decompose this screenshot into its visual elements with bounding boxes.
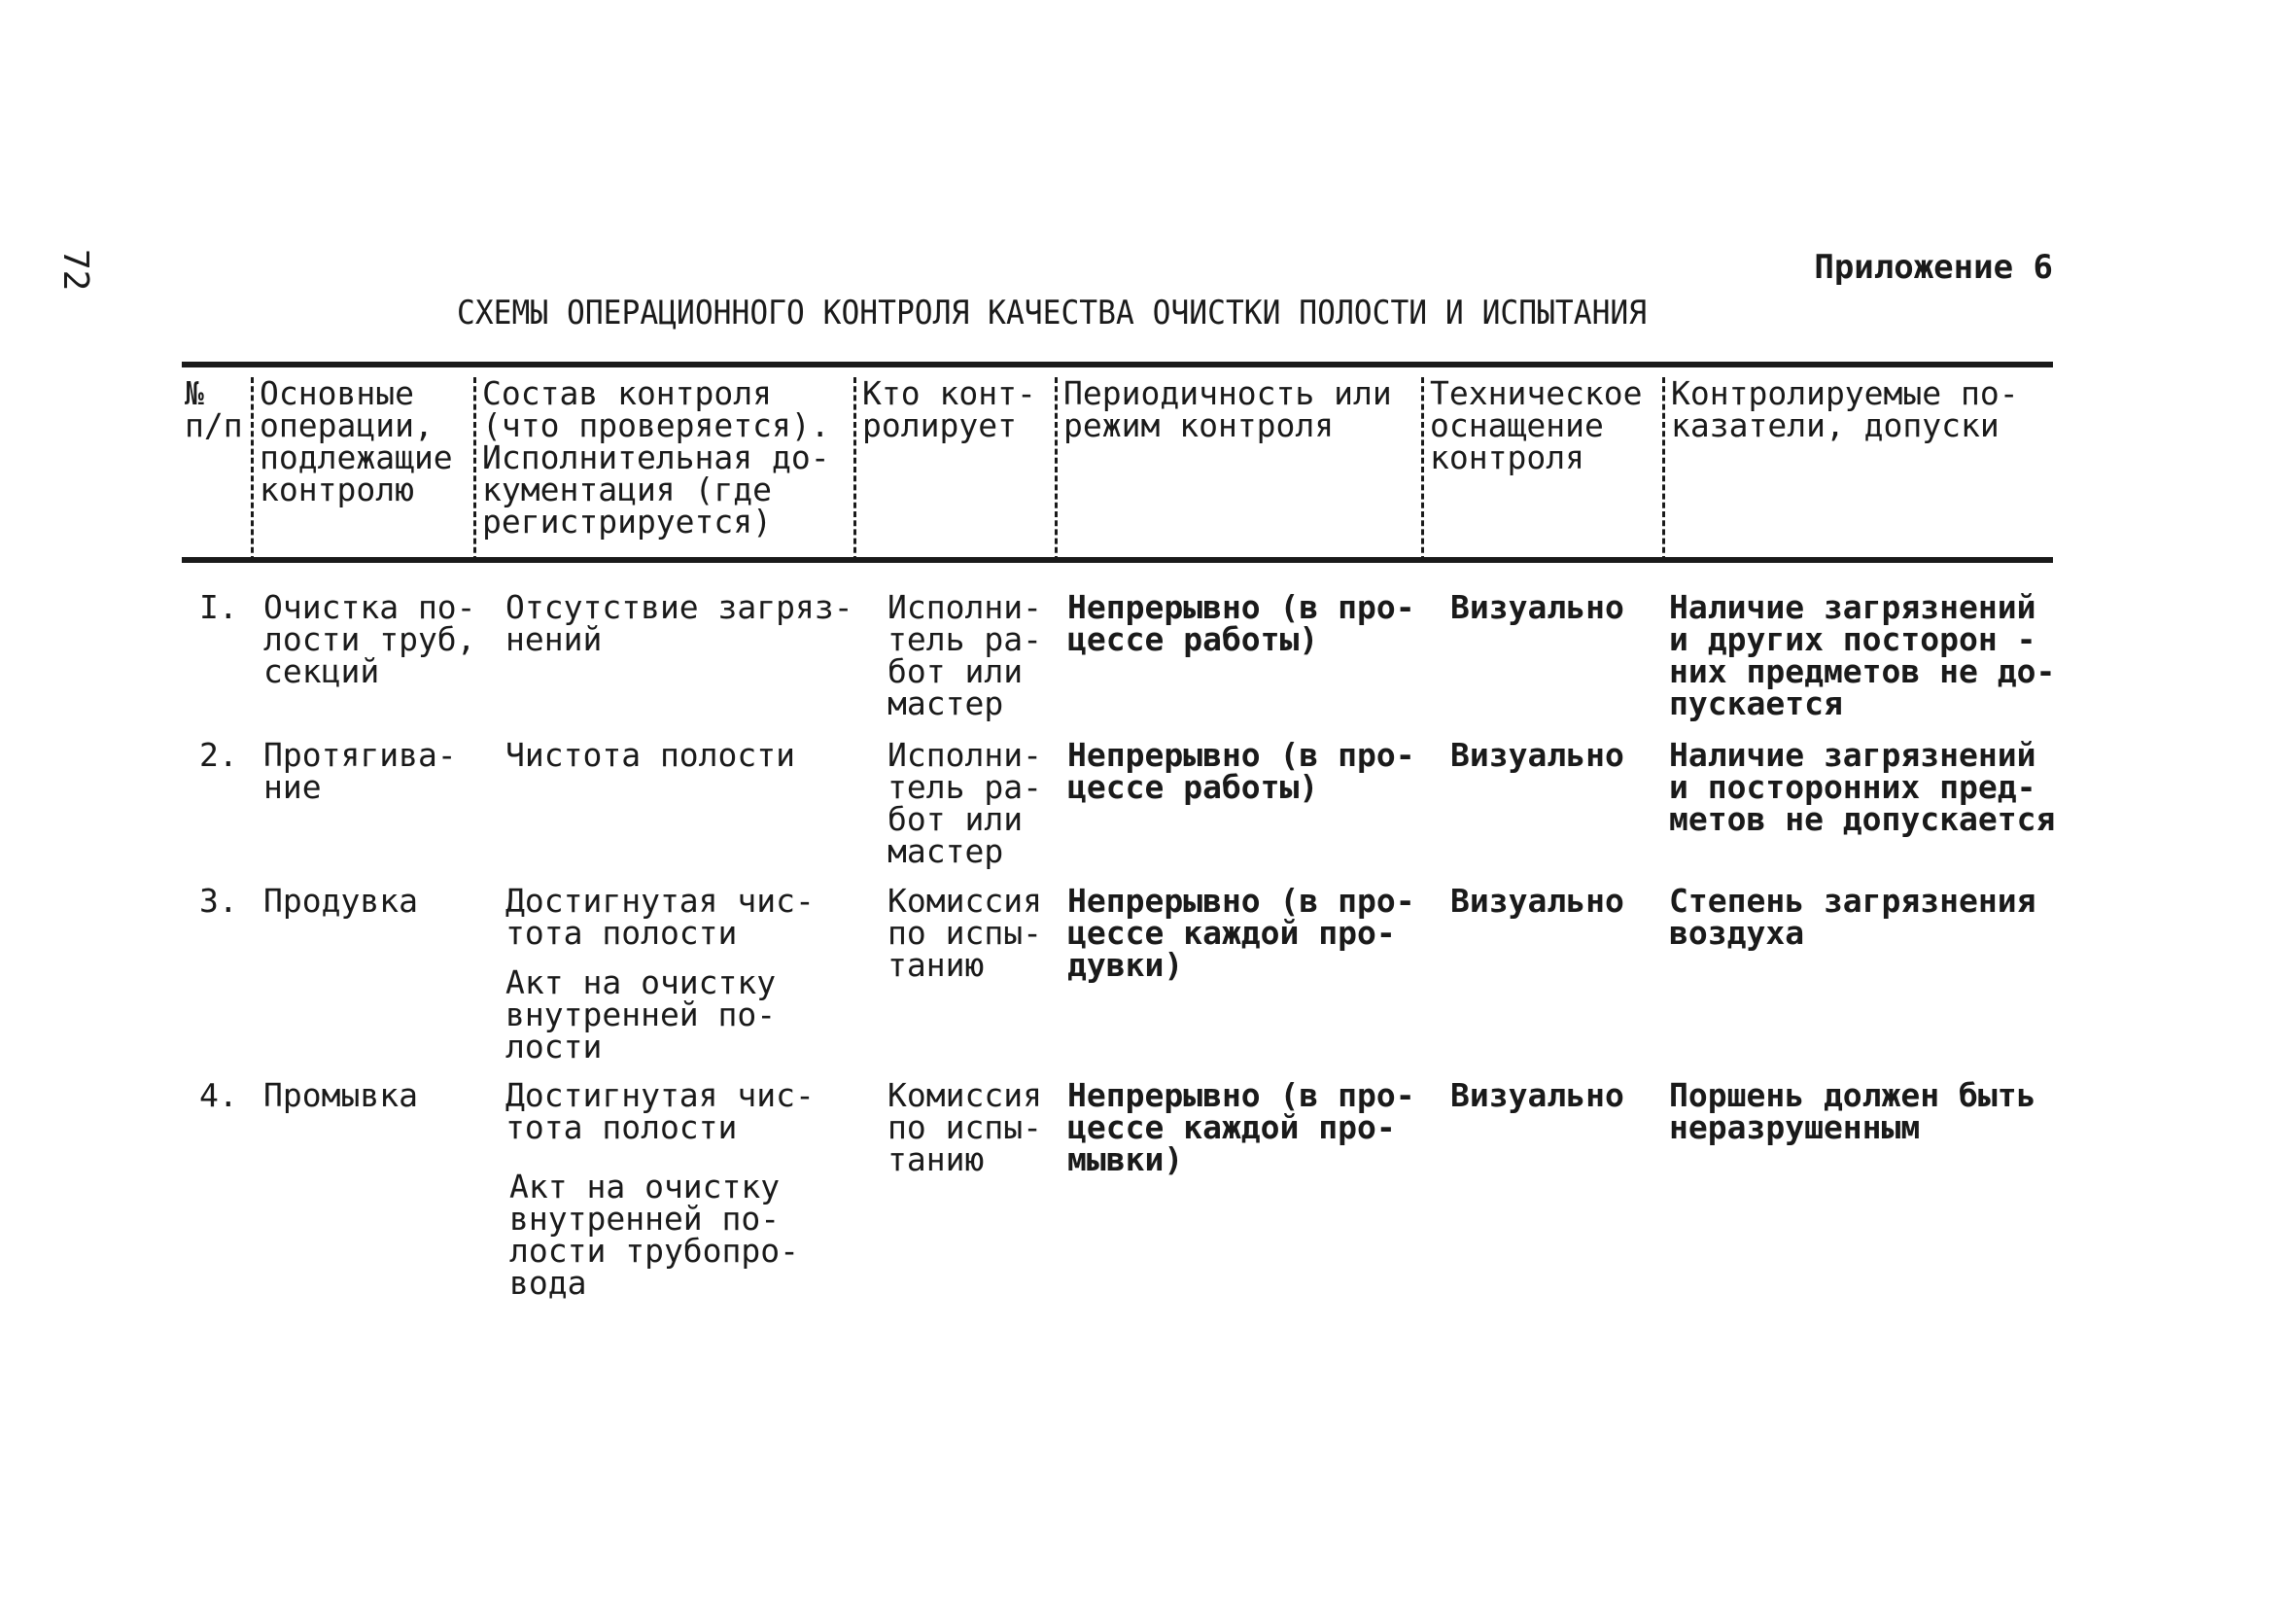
row-control: Чистота полости (505, 736, 796, 774)
row-equipment: Визуально (1450, 1076, 1624, 1114)
row-number: 2. (199, 736, 238, 774)
appendix-label: Приложение 6 (1814, 248, 2053, 287)
page-number: 72 (55, 249, 95, 292)
row-who: Комиссия по испы- танию (887, 1076, 1042, 1178)
row-number: I. (199, 588, 238, 626)
row-operation: Протягива- ние (263, 736, 457, 806)
row-number: 4. (199, 1076, 238, 1114)
row-period: Непрерывно (в про- цессе работы) (1067, 736, 1415, 806)
row-who: Комиссия по испы- танию (887, 882, 1042, 984)
header-control-composition: Состав контроля (что проверяется). Исполнительная до- кументация (где регистрируется) (473, 377, 856, 562)
row-operation: Очистка по- лости труб, секций (263, 588, 476, 690)
row-operation: Продувка (263, 882, 418, 920)
row-period: Непрерывно (в про- цессе каждой про- мывки) (1067, 1076, 1415, 1178)
row-indicators: Наличие загрязнений и других посторон - них предметов не до- пускается (1669, 588, 2056, 722)
row-equipment: Визуально (1450, 736, 1624, 774)
row-control: Достигнутая чис- тота полости (505, 1076, 815, 1146)
row-period: Непрерывно (в про- цессе работы) (1067, 588, 1415, 658)
row-indicators: Степень загрязнения воздуха (1669, 882, 2036, 952)
row-equipment: Визуально (1450, 588, 1624, 626)
header-operations: Основные операции, подлежащие контролю (251, 377, 473, 562)
row-who: Исполни- тель ра- бот или мастер (887, 588, 1042, 722)
document-title: СХЕМЫ ОПЕРАЦИОННОГО КОНТРОЛЯ КАЧЕСТВА ОЧИСТКИ ПОЛОСТИ И ИСПЫТАНИЯ (457, 294, 1648, 332)
row-who: Исполни- тель ра- бот или мастер (887, 736, 1042, 870)
row-control: Отсутствие загряз- нений (505, 588, 853, 658)
header-num: № п/п (185, 374, 243, 444)
header-equipment: Техническое оснащение контроля (1421, 377, 1668, 562)
row-number: 3. (199, 882, 238, 920)
header-who-controls: Кто конт- ролирует (853, 377, 1057, 562)
table-top-rule (182, 362, 2053, 367)
row-indicators: Поршень должен быть неразрушенным (1669, 1076, 2036, 1146)
row-operation: Промывка (263, 1076, 418, 1114)
row-equipment: Визуально (1450, 882, 1624, 920)
header-indicators: Контролируемые по- казатели, допуски (1662, 377, 2050, 562)
row-control: Достигнутая чис- тота полости (505, 882, 815, 952)
header-periodicity: Периодичность или режим контроля (1055, 377, 1423, 562)
table-mid-rule (182, 557, 2053, 563)
row-control-doc: Акт на очистку внутренней по- лости трубопро- вода (509, 1168, 800, 1302)
row-control-doc: Акт на очистку внутренней по- лости (505, 963, 777, 1066)
row-period: Непрерывно (в про- цессе каждой про- дувки) (1067, 882, 1415, 984)
row-indicators: Наличие загрязнений и посторонних пред- метов не допускается (1669, 736, 2056, 838)
